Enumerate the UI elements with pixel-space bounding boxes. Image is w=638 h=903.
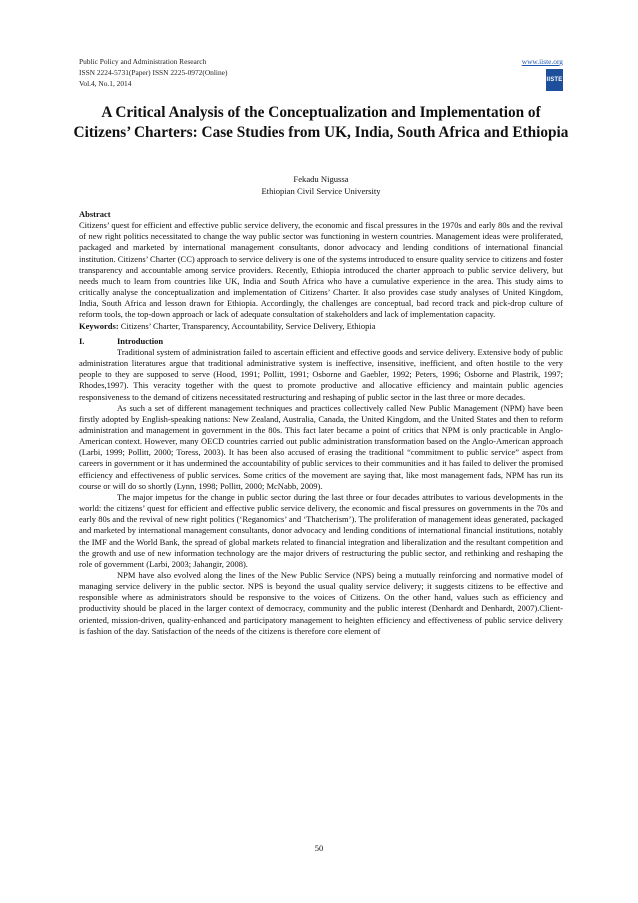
author-affiliation: Ethiopian Civil Service University xyxy=(261,185,381,196)
paragraph: The major impetus for the change in public sector during the last three or four decades attributes to various developments in the world: the citizens’ quest for efficient and effective public service delivery, the economic and fiscal pressures on governments in the 70s and early 80s and the revival of new right politics (‘Reganomics’ and ‘Thatcherism’). The proliferation of management ideas generated, packaged and marketed by international management consultants, donor advocacy and lending conditions of international financial institutions, notably the IMF and the World Bank, the spread of global markets related to financial integration and liberalization and the resultant competition and the growth and use of new information technology are the major drivers of restructuring the public sector, and rethinking and reshaping the role of government (Larbi, 2003; Jahangir, 2008). xyxy=(79,491,563,569)
abstract-text: Citizens’ quest for efficient and effective public service delivery, the economic and fiscal pressures in the 1970s and early 80s and the revival of new right politics necessitated to change the way public sector was functioning in western countries. Management ideas were proliferated, packaged and marketed by international management consultants, donor advocacy and lending conditions of international financial institution. Citizens’ Charter (CC) approach to service delivery is one of the systems introduced to ensure quality service to citizens and foster transparency and accountable among service providers. Recently, Ethiopia introduced the charter approach to public service delivery, but needs much to learn from countries like UK, India and South Africa who have a cumulative experience in the area. This study aims to critically analyse the conceptualization and implementation of Citizens’ Charter. It also provides case study analyses of United Kingdom, India, South Africa and lesson drawn for Ethiopia. Accordingly, the challenges are conceptual, bad record track and pick-drop culture of reform tools, the top-down approach or lack of adequate consultation of stakeholders and lack of implementation capacity. xyxy=(79,220,563,320)
journal-volume: Vol.4, No.1, 2014 xyxy=(79,79,132,88)
author-name: Fekadu Nigussa xyxy=(293,174,349,184)
keywords-text: Citizens’ Charter, Transparency, Accountability, Service Delivery, Ethiopia xyxy=(118,320,376,331)
keywords-label: Keywords: xyxy=(79,320,119,331)
paper-body xyxy=(79,209,563,637)
paragraph: As such a set of different management techniques and practices collectively called New Public Management (NPM) have been firstly adopted by English-speaking nations: New Zealand, Australia, Canada, the United Kingdom, and the United States and then to reform administration and management in government in the 80s. This fact later became a point of critics that NPM is only practicable in Anglo-American context. However, many OECD countries carried out public administration transformation based on the Anglo-American approach (Larbi, 1999; Pollitt, 2000; Toress, 2003). It has been also accused of erasing the traditional “commitment to public service” aspect from careers in government or it has undermined the accountability of public services to their communities and it has failed to deliver the promised efficiency and effectiveness of public services. Some critics of the movement are saying that, like most management fads, NPM has run its course or will do so shortly (Lynn, 1998; Pollitt, 2000; McNabb, 2009). xyxy=(79,402,563,491)
journal-url-link[interactable]: www.iiste.org xyxy=(521,57,563,66)
section-number: I. xyxy=(79,335,85,346)
author-block xyxy=(79,174,563,197)
journal-issn: ISSN 2224-5731(Paper) ISSN 2225-0972(Online) xyxy=(79,68,228,77)
abstract-heading: Abstract xyxy=(79,209,111,219)
section-title: Introduction xyxy=(117,335,164,346)
keywords-line xyxy=(79,321,563,332)
paragraph: NPM have also evolved along the lines of the New Public Service (NPS) being a mutually reinforcing and normative model of managing service delivery in the public sector. NPS is beyond the usual quality service delivery; it suggests citizens to be effective and responsible where as administrators should be responsive to the voices of Citizens. On the other hand, values such as efficiency and productivity should be placed in the larger context of democracy, community and the public interest (Denhardt and Denhardt, 2007).Client-oriented, mission-driven, quality-enhanced and participatory management to heighten efficiency and effectiveness of public service delivery is fashion of the day. Satisfaction of the needs of the citizens is therefore core element of xyxy=(79,570,563,636)
journal-name: Public Policy and Administration Research xyxy=(79,57,207,66)
iiste-logo: IISTE xyxy=(546,69,563,91)
page-number: 50 xyxy=(314,843,324,853)
paragraph: Traditional system of administration failed to ascertain efficient and effective goods and service delivery. Extensive body of public administration literatures argue that traditional administrative system is ineffective, insensitive, inefficient, and often hostile to the very people to they are supposed to serve (Hood, 1991; Pollitt, 1991; Osborne and Gaebler, 1992; Peters, 1996; Osborne and Plastrik, 1997; Rhodes,1997). This veracity together with the quest to promote productive and allocative efficiency and maintain public agencies responsiveness to the demand of citizens necessitated restructuring and reshaping of public sector in the last three or more decades. xyxy=(79,346,563,402)
section-heading xyxy=(79,336,563,347)
journal-header xyxy=(79,56,563,102)
paper-title: A Critical Analysis of the Conceptualization and Implementation of Citizens’ Charters: Case Studies from UK, India, South Africa and Ethiopia xyxy=(73,104,569,141)
